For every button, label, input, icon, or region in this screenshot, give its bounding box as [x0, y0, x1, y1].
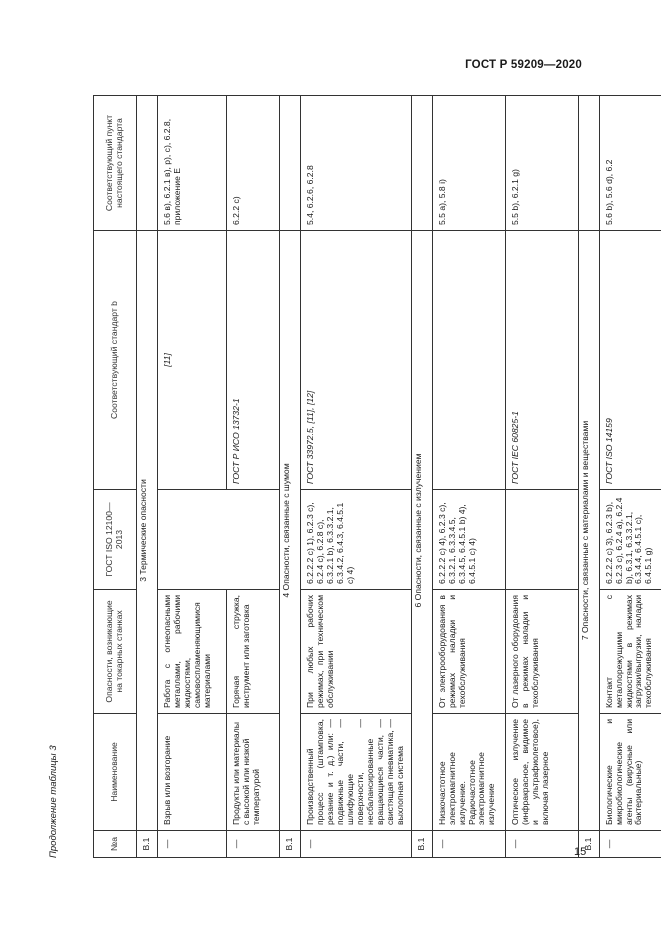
row-clause: 5.6 в), 6.2.1 в), р), с), 6.2.8, приложение Е: [157, 96, 226, 231]
row-number: —: [226, 831, 279, 858]
table-row: [157, 96, 226, 858]
rotated-page-content: [48, 58, 654, 858]
section-empty-cell: [411, 96, 432, 231]
section-row: [578, 96, 599, 858]
hazards-table: [93, 95, 661, 858]
section-title: 7 Опасности, связанные с материалами и веществами: [578, 231, 599, 831]
section-id: B.1: [279, 831, 300, 858]
section-id: B.1: [411, 831, 432, 858]
column-header-number: №a: [94, 831, 137, 858]
row-standard: [432, 231, 505, 490]
document-code: ГОСТ Р 59209—2020: [465, 59, 582, 71]
row-hazard: При любых рабочих режимах, при техническом обслуживании: [300, 590, 411, 714]
row-hazard: От электрооборудования в режимах наладки и техобслуживания: [432, 590, 505, 714]
column-header-name: Наименование: [94, 714, 137, 831]
section-row: [137, 96, 158, 858]
row-hazard: Горячая стружка, инструмент или заготовка: [226, 590, 279, 714]
row-standard: ГОСТ Р ИСО 13732-1: [226, 231, 279, 490]
row-standard: ГОСТ 33972.5, [11], [12]: [300, 231, 411, 490]
table-header-row: [94, 96, 137, 858]
row-hazard: Работа с огнеопасными металлами, рабочими жидкостями, самовоспламеняющимися материалами: [157, 590, 226, 714]
section-row: [279, 96, 300, 858]
table-continuation-caption: Продолжение таблицы 3: [48, 745, 59, 858]
section-id: B.1: [137, 831, 158, 858]
row-name: Биологические и микробиологические агенты (вирусные или бактериальные): [599, 714, 661, 831]
section-id: B.1: [578, 831, 599, 858]
row-name: Продукты или материалы с высокой или низкой температурой: [226, 714, 279, 831]
row-number: —: [157, 831, 226, 858]
table-row: [432, 96, 505, 858]
row-iso: 6.2.2.2 с) 4), 6.2.3 с), 6.3.2.1, 6.3.3.4.5, 6.3.4.5, 6.4.5.1 b) 4), 6.4.5.1 с) 4): [432, 490, 505, 590]
row-hazard: От лазерного оборудования в режимах наладки и техобслуживания: [505, 590, 578, 714]
section-title: 6 Опасности, связанные с излучением: [411, 231, 432, 831]
row-name: Производственный процесс (штамповка, резание и т. д.) или: — подвижные части, — шлифующие поверхности, — несбалансированные вращающиеся части, — свистящая пневматика, — выхлопная система: [300, 714, 411, 831]
table-row: [300, 96, 411, 858]
row-name: Низкочастотное электромагнитное излучение. Радиочастотное электромагнитное излучение: [432, 714, 505, 831]
row-iso: [157, 490, 279, 590]
row-iso: 6.2.2.2 с) 3), 6.2.3 b), 6.2.3 с), 6.2.4 а), 6.2.4 b), 6.3.1, 6.3.3.2.1, 6.3.4.4, 6.4.5.1 с), 6.4.5.1 g): [599, 490, 661, 590]
row-standard: ГОСТ ISO 14159: [599, 231, 661, 490]
page-number: 15: [574, 846, 587, 858]
row-clause: 5.6 b), 5.6 d), 6.2: [599, 96, 661, 231]
table-row: [505, 96, 578, 858]
row-clause: 5.5 b), 6.2.1 g): [505, 96, 578, 231]
row-iso: 6.2.2.2 с) 1), 6.2.3 с), 6.2.4 с), 6.2.8 с), 6.3.2.1 b), 6.3.3.2.1, 6.3.4.2, 6.4.3, 6.4.5.1 с) 4): [300, 490, 411, 590]
table-row: [599, 96, 661, 858]
row-standard: ГОСТ IEC 60825-1: [505, 231, 578, 490]
section-title: 3 Термические опасности: [137, 231, 158, 831]
column-header-clause: Соответствующий пункт настоящего стандарта: [94, 96, 137, 231]
row-number: —: [505, 831, 578, 858]
section-row: [411, 96, 432, 858]
column-header-iso: ГОСТ ISO 12100—2013: [94, 490, 137, 590]
row-number: —: [300, 831, 411, 858]
row-name: Оптическое излучение (инфракрасное, видимое и ультрафиолетовое), включая лазерное: [505, 714, 578, 831]
row-name: Взрыв или возгорание: [157, 714, 226, 831]
row-hazard: Контакт с металлорежущими жидкостями в режимах загрузки/выгрузки, наладки техобслуживания: [599, 590, 661, 714]
column-header-standard: Соответствующий стандарт b: [94, 231, 137, 490]
table-row: [226, 96, 279, 858]
section-empty-cell: [578, 96, 599, 231]
column-header-hazard: Опасности, возникающие на токарных станках: [94, 590, 137, 714]
row-number: —: [432, 831, 505, 858]
row-number: —: [599, 831, 661, 858]
row-clause: 5.4, 6.2.6, 6.2.8: [300, 96, 411, 231]
row-iso: [505, 490, 578, 590]
section-empty-cell: [137, 96, 158, 231]
row-standard: [11]: [157, 231, 226, 490]
section-empty-cell: [279, 96, 300, 231]
row-clause: 5.5 а), 5.8 i): [432, 96, 505, 231]
section-title: 4 Опасности, связанные с шумом: [279, 231, 300, 831]
row-clause: 6.2.2 с): [226, 96, 279, 231]
